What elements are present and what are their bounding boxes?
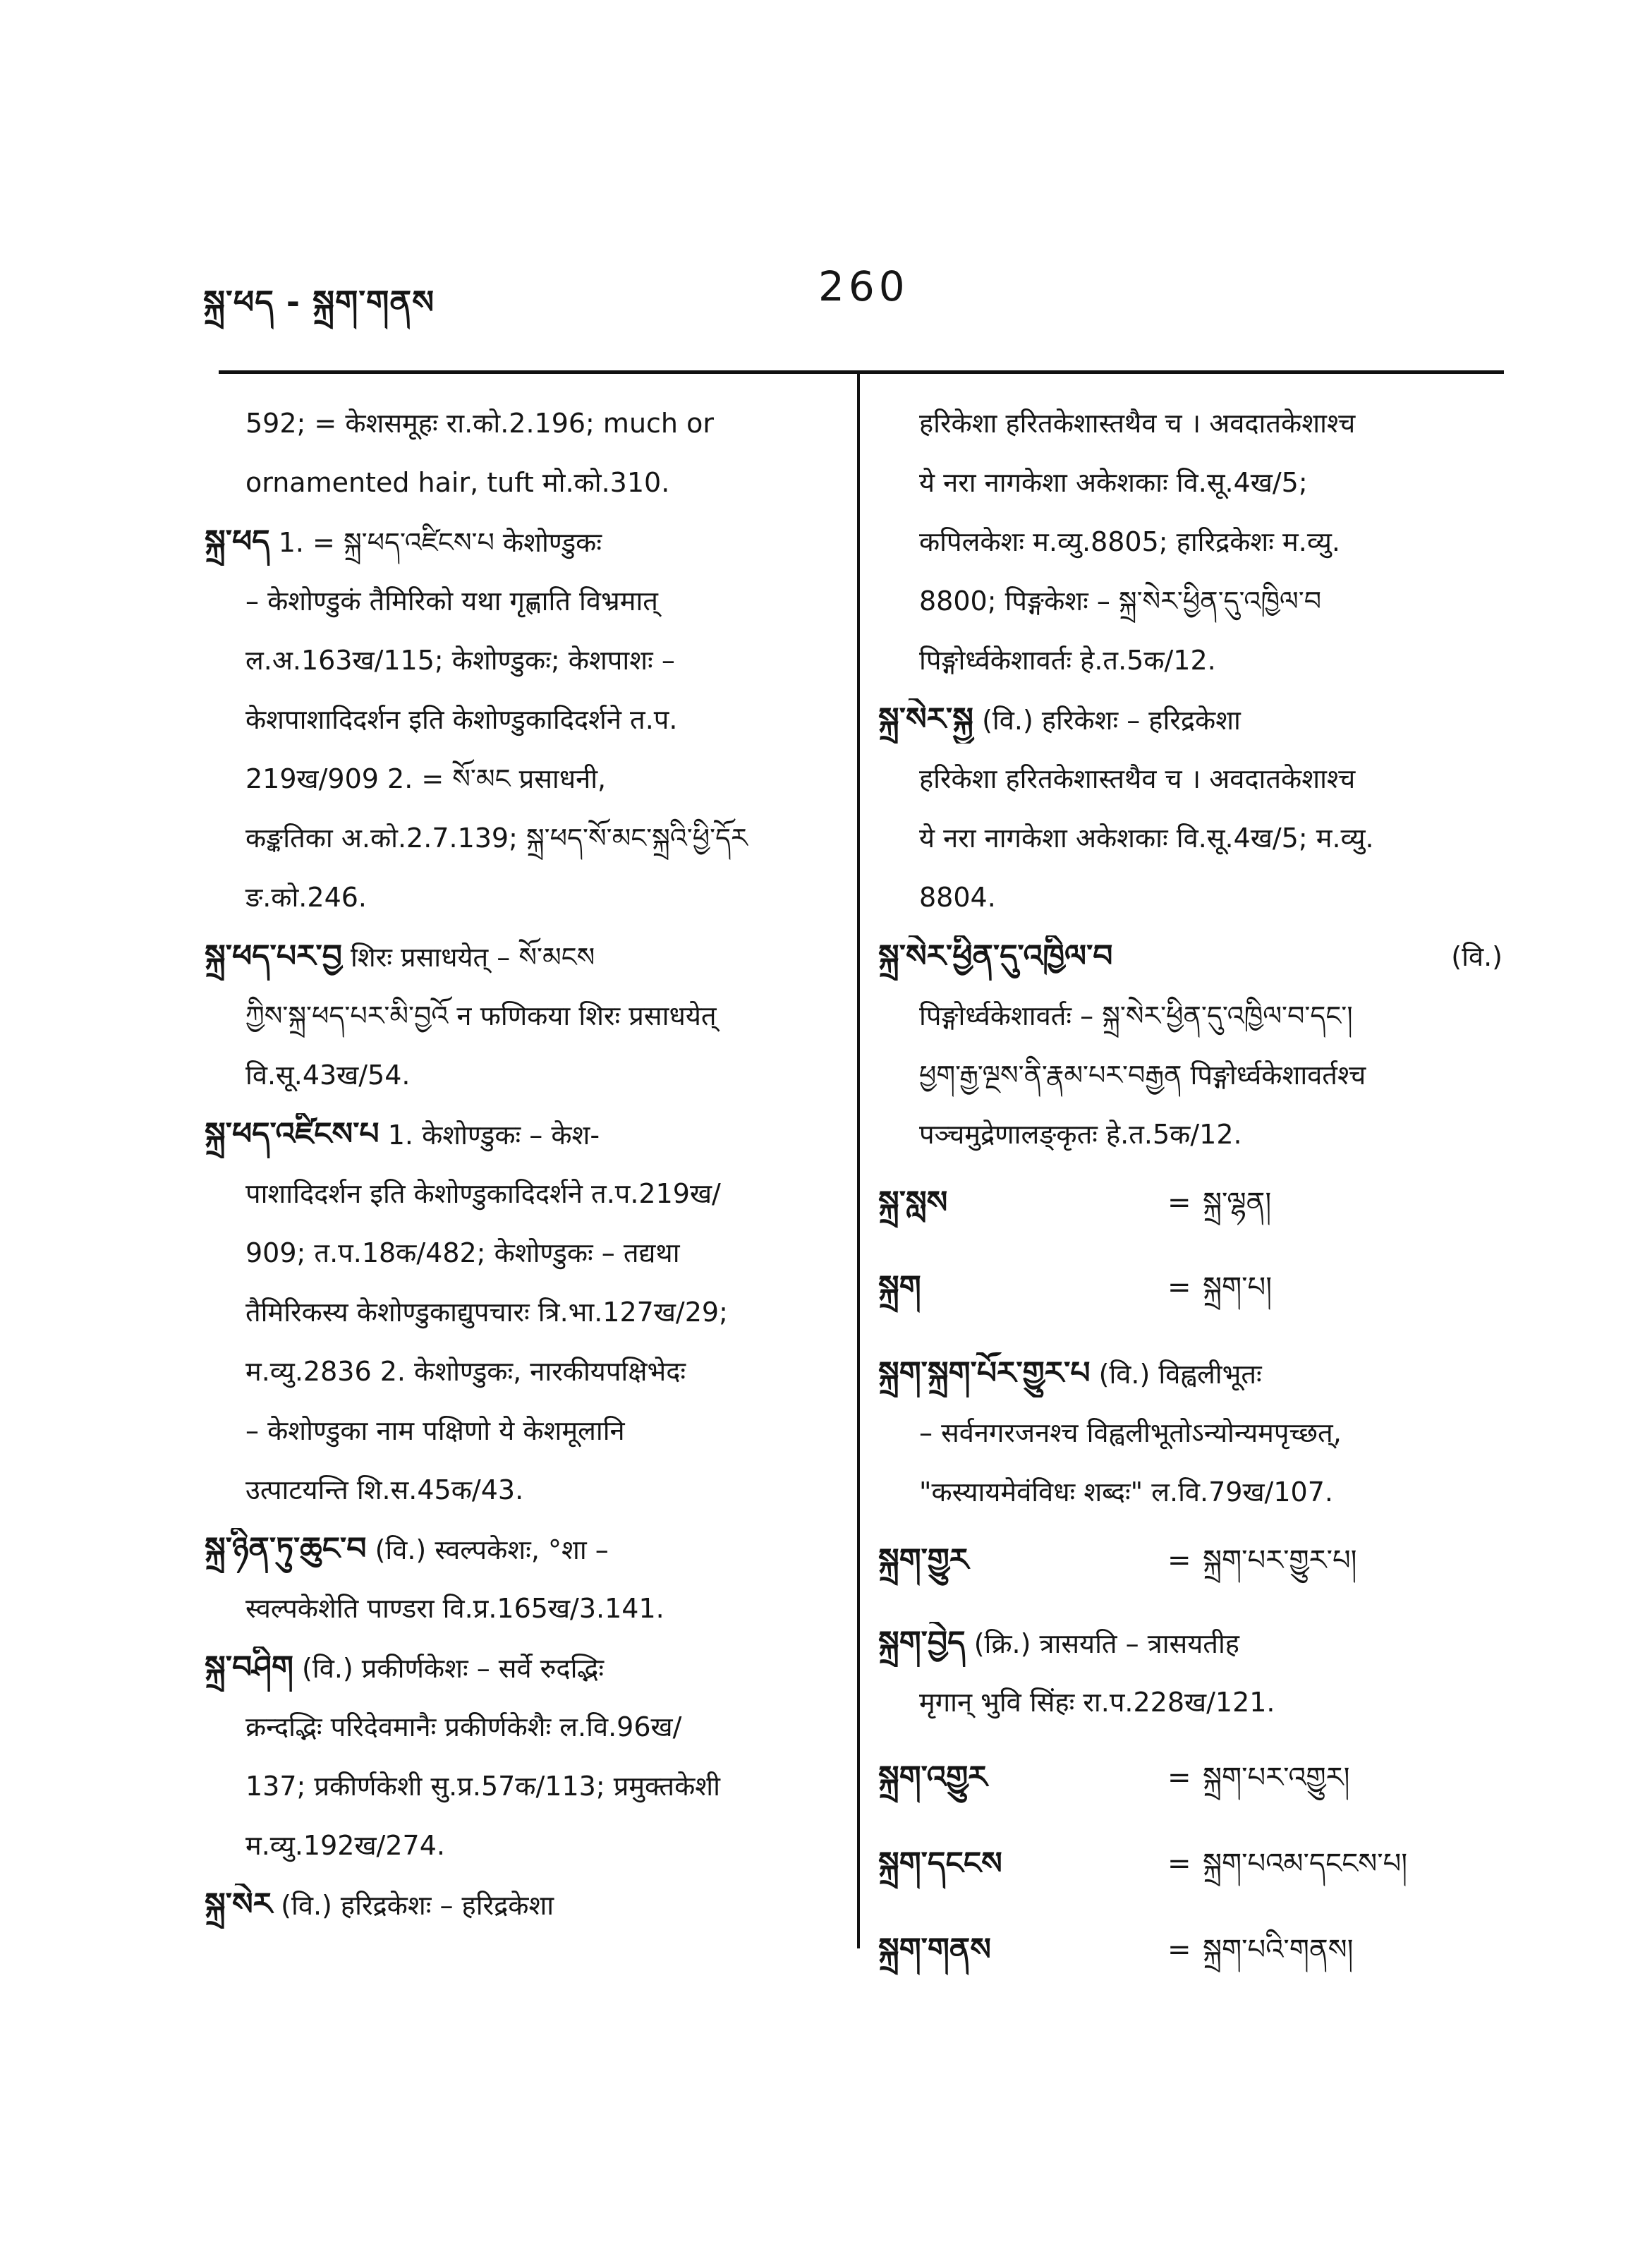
running-head: སྐྲ་ཕད - སྐྲག་གནས (203, 283, 435, 321)
continuation-line: 8800; पिङ्गकेशः – སྐྲ་སེར་ཕྱིན་དུ་འཁྱིལ་བ (919, 586, 1322, 617)
entry-text: 1. केशोण्डुकः – केश- (387, 1120, 600, 1151)
headword: སྐྲག་འགྱུར (878, 1759, 988, 1795)
entry-line (878, 935, 1503, 981)
equivalent-definition: སྐྲག་པར་གྱུར་པ། (1203, 1544, 1357, 1577)
continuation-line: कपिलकेशः म.व्यु.8805; हारिद्रकेशः म.व्यु. (919, 526, 1340, 557)
continuation-line: पाशादिदर्शन इति केशोण्डुकादिदर्शने त.प.219ख/ (245, 1178, 721, 1209)
entry-line (205, 1528, 839, 1573)
continuation-line: मृगान् भुवि सिंहः रा.प.228ख/121. (919, 1687, 1275, 1718)
equivalent-definition: སྐྲག་པར་འགྱུར། (1203, 1761, 1350, 1794)
continuation-line: 137; प्रकीर्णकेशी सु.प्र.57क/113; प्रमुक्तकेशी (245, 1771, 720, 1802)
continuation-line: केशपाशादिदर्शन इति केशोण्डुकादिदर्शने त.प. (245, 704, 678, 735)
entry-text: (वि.) प्रकीर्णकेशः – सर्वे रुदद्भिः (302, 1653, 605, 1684)
entry-line (205, 1884, 839, 1929)
continuation-line: उत्पाटयन्ति शि.स.45क/43. (245, 1474, 524, 1505)
continuation-line: ཕྱག་རྒྱ་ལྔས་ནི་རྣམ་པར་བརྒྱན पिङ्गोर्ध्वकेशावर्तश्च (919, 1060, 1366, 1091)
equals-sign: = (1167, 1544, 1191, 1577)
continuation-line: – केशोण्डुका नाम पक्षिणो ये केशमूलानि (245, 1415, 625, 1446)
headword: སྐྲ་ཕད་པར་བྱ (205, 938, 342, 974)
headword: སྐྲག་གྱུར (878, 1542, 969, 1578)
headword: སྐྲ་སེར (205, 1886, 273, 1922)
headword: སྐྲ་བཤིག (205, 1649, 293, 1685)
headword: སྐྲ་སླས (878, 1184, 948, 1220)
header-rule (219, 370, 1504, 374)
equivalent-definition: སྐྲག་པ། (1203, 1271, 1273, 1304)
equivalent-entry (878, 1841, 1503, 1890)
equivalent-entry (878, 1927, 1503, 1976)
continuation-line: म.व्यु.2836 2. केशोण्डुकः, नारकीयपक्षिभेदः (245, 1356, 686, 1387)
continuation-line: वि.सू.43ख/54. (245, 1060, 411, 1091)
continuation-line: ཀྱིས་སྐྲ་ཕད་པར་མི་བྱའོ न फणिकया शिरः प्रसाधयेत् (245, 1000, 717, 1031)
equals-sign: = (1167, 1187, 1191, 1219)
continuation-line: पञ्चमुद्रेणालङ्कृतः हे.त.5क/12. (919, 1119, 1242, 1150)
entry-line (878, 698, 1503, 744)
entry-line (205, 935, 839, 981)
equivalent-definition: སྐྲ་ལྷན། (1203, 1187, 1272, 1219)
headword: སྐྲ་ཕད (205, 523, 270, 559)
continuation-line: ङ.को.246. (245, 882, 367, 913)
entry-text: (वि.) हरिद्रकेशः – हरिद्रकेशा (281, 1890, 554, 1921)
entry-line (878, 1352, 1503, 1397)
continuation-line: हरिकेशा हरितकेशास्तथैव च । अवदातकेशाश्च (919, 408, 1356, 439)
equals-sign: = (1167, 1761, 1191, 1794)
page-number: 260 (818, 262, 909, 310)
entry-text: (वि.) हरिकेशः – हरिद्रकेशा (982, 705, 1241, 736)
continuation-line: ये नरा नागकेशा अकेशकाः वि.सू.4ख/5; (919, 467, 1308, 498)
entry-line (205, 521, 839, 566)
continuation-line: 219ख/909 2. = སོ་མང प्रसाधनी, (245, 763, 607, 794)
headword: སྐྲ་སེར་ཕྱིན་དུ་འཁྱིལ་བ (878, 938, 1113, 974)
continuation-line: तैमिरिकस्य केशोण्डुकाद्युपचारः त्रि.भा.127ख/29; (245, 1297, 728, 1328)
entry-text: (क्रि.) त्रासयति – त्रासयतीह (973, 1628, 1239, 1659)
continuation-line: ल.अ.163ख/115; केशोण्डुकः; केशपाशः – (245, 645, 675, 676)
headword: སྐྲ་ཉིན་ཏུ་ཆུང་བ (205, 1531, 367, 1567)
entry-text: 1. = སྐྲ་ཕད་འཛིངས་པ केशोण्डुकः (278, 527, 602, 558)
headword: སྐྲག་བྱེད (878, 1625, 966, 1661)
continuation-line: पिङ्गोर्ध्वकेशावर्तः – སྐྲ་སེར་ཕྱིན་དུ་འཁྱིལ་བ་དང་། (919, 1000, 1353, 1031)
continuation-line: 909; त.प.18क/482; केशोण्डुकः – तद्यथा (245, 1237, 680, 1268)
entry-text: (वि.) (1451, 941, 1503, 972)
equivalent-entry (878, 1180, 1503, 1229)
continuation-line: ornamented hair, tuft मो.को.310. (245, 467, 670, 498)
equivalent-definition: སྐྲག་པའམ་དངངས་པ། (1203, 1848, 1408, 1880)
continuation-line: 592; = केशसमूहः रा.को.2.196; much or (245, 408, 714, 439)
continuation-line: क्रन्दद्भिः परिदेवमानैः प्रकीर्णकेशैः ल.वि.96ख/ (245, 1711, 682, 1742)
equivalent-entry (878, 1754, 1503, 1804)
entry-text: (वि.) विह्वलीभूतः (1098, 1359, 1262, 1390)
continuation-line: स्वल्पकेशेति पाण्डरा वि.प्र.165ख/3.141. (245, 1593, 664, 1624)
entry-line (205, 1647, 839, 1692)
headword: སྐྲག་དངངས (878, 1845, 1002, 1881)
equivalent-definition: སྐྲག་པའི་གནས། (1203, 1934, 1354, 1966)
headword: སྐྲག (878, 1269, 921, 1305)
headword: སྐྲག་གནས (878, 1932, 991, 1967)
equals-sign: = (1167, 1848, 1191, 1880)
continuation-line: – केशोण्डुकं तैमिरिको यथा गृह्णाति विभ्रमात् (245, 586, 658, 617)
equals-sign: = (1167, 1934, 1191, 1966)
headword: སྐྲ་སེར་སྐྱ (878, 701, 973, 737)
entry-text: (वि.) स्वल्पकेशः, °शा – (375, 1534, 609, 1565)
entry-line (878, 1622, 1503, 1667)
continuation-line: म.व्यु.192ख/274. (245, 1830, 445, 1861)
continuation-line: कङ्कतिका अ.को.2.7.139; སྐྲ་ཕད་སོ་མང་སྐྲའི་ཕྱི་དོར (245, 823, 748, 854)
equivalent-entry (878, 1264, 1503, 1314)
equivalent-entry (878, 1537, 1503, 1587)
continuation-line: "कस्यायमेवंविधः शब्दः" ल.वि.79ख/107. (919, 1476, 1333, 1508)
headword: སྐྲག་སྐྲག་པོར་གྱུར་པ (878, 1355, 1091, 1391)
headword: སྐྲ་ཕད་འཛིངས་པ (205, 1116, 380, 1152)
equals-sign: = (1167, 1271, 1191, 1304)
continuation-line: – सर्वनगरजनश्च विह्वलीभूतोऽन्योन्यमपृच्छत्, (919, 1417, 1342, 1448)
column-divider (857, 372, 860, 1948)
continuation-line: 8804. (919, 882, 996, 913)
entry-text: शिरः प्रसाधयेत् – སོ་མངས (351, 942, 595, 973)
continuation-line: पिङ्गोर्ध्वकेशावर्तः हे.त.5क/12. (919, 645, 1216, 676)
continuation-line: ये नरा नागकेशा अकेशकाः वि.सू.4ख/5; म.व्यु. (919, 823, 1374, 854)
entry-line (205, 1113, 839, 1158)
continuation-line: हरिकेशा हरितकेशास्तथैव च । अवदातकेशाश्च (919, 763, 1356, 794)
